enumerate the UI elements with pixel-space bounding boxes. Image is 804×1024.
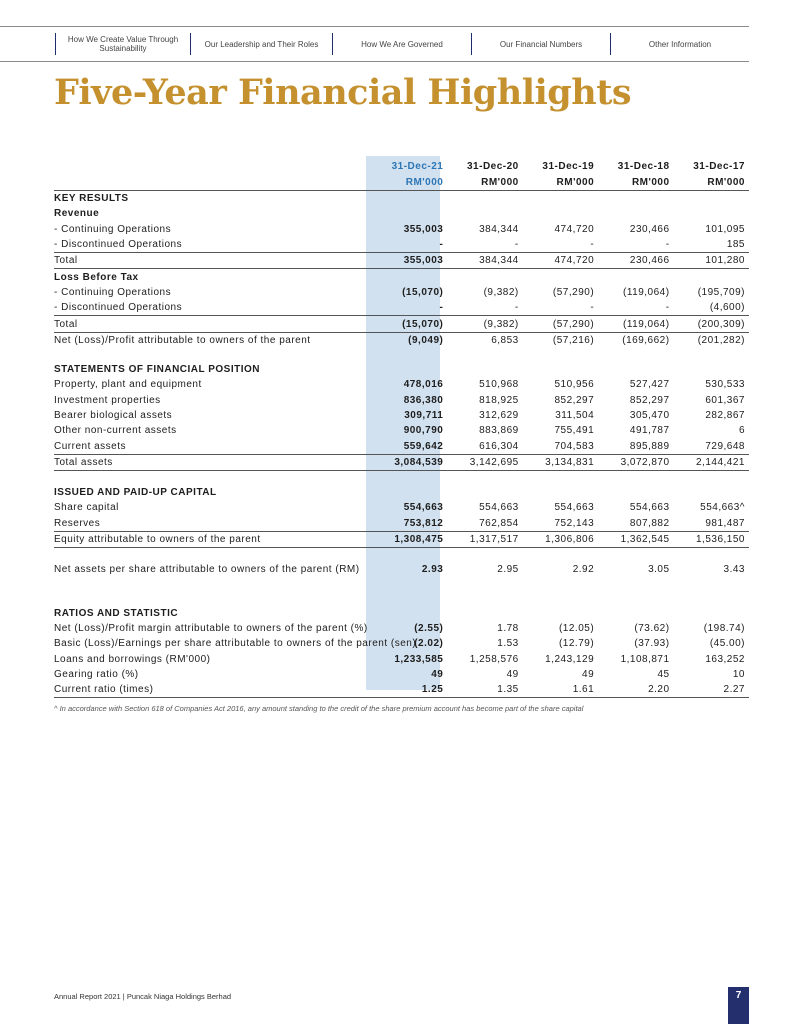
table-row xyxy=(54,253,749,269)
cell-value xyxy=(598,191,673,207)
cell-value: - xyxy=(590,302,595,314)
cell-value: 384,344 xyxy=(479,223,519,235)
cell-value: 554,663 xyxy=(479,502,519,514)
section-header-row xyxy=(54,485,749,500)
cell-value: - xyxy=(439,302,444,314)
cell-value: - xyxy=(514,302,519,314)
cell-value: 900,790 xyxy=(403,425,444,437)
row-label xyxy=(54,578,372,592)
cell-value xyxy=(598,206,673,221)
table-row xyxy=(54,667,749,682)
cell-value xyxy=(523,548,598,563)
cell-value xyxy=(372,191,447,207)
footer-text: Annual Report 2021 | Puncak Niaga Holdings Berhad xyxy=(54,992,232,1001)
table-row xyxy=(54,531,749,547)
cell-value xyxy=(598,548,673,563)
spacer-row xyxy=(54,578,749,592)
cell-value xyxy=(598,348,673,362)
row-label: Revenue xyxy=(54,208,100,220)
cell-value: 1.25 xyxy=(372,682,447,698)
cell-value xyxy=(674,191,749,207)
cell-value xyxy=(523,362,598,377)
header-row-dates xyxy=(54,158,749,174)
row-label xyxy=(54,348,372,362)
row-label: Current assets xyxy=(54,440,127,452)
cell-value: 1,108,871 xyxy=(620,653,670,665)
cell-value: 1,243,129 xyxy=(545,653,595,665)
cell-value xyxy=(674,592,749,606)
cell-value xyxy=(447,578,522,592)
table-row xyxy=(54,423,749,438)
table-row xyxy=(54,438,749,454)
cell-value: 312,629 xyxy=(479,410,519,421)
row-label: - Continuing Operations xyxy=(54,286,172,298)
cell-value xyxy=(674,548,749,563)
cell-value: 1,258,576 xyxy=(469,653,519,665)
cell-value xyxy=(674,606,749,621)
cell-value: (12.05) xyxy=(558,622,595,634)
cell-value: 311,504 xyxy=(555,410,595,421)
cell-value: 1,362,545 xyxy=(598,531,673,547)
table-row xyxy=(54,393,749,408)
spacer-row xyxy=(54,548,749,563)
cell-value: 807,882 xyxy=(629,517,670,529)
cell-value: 616,304 xyxy=(479,440,519,452)
column-header-date: 31-Dec-18 xyxy=(617,160,670,172)
cell-value: (9,049) xyxy=(408,334,444,346)
cell-value xyxy=(523,606,598,621)
row-label: ISSUED AND PAID-UP CAPITAL xyxy=(54,487,217,499)
cell-value: 752,143 xyxy=(554,517,595,529)
cell-value: 10 xyxy=(732,668,745,680)
row-label: Property, plant and equipment xyxy=(54,379,202,391)
cell-value xyxy=(372,606,447,621)
nav-tab-sustainability[interactable]: How We Create Value Through Sustainability xyxy=(67,35,179,53)
cell-value xyxy=(523,348,598,362)
cell-value: 510,968 xyxy=(479,379,519,391)
row-label: Current ratio (times) xyxy=(54,682,372,698)
column-header-date: 31-Dec-19 xyxy=(542,160,595,172)
table-row xyxy=(54,237,749,253)
cell-value: 45 xyxy=(657,668,670,680)
header-spacer xyxy=(54,174,372,191)
cell-value: 554,663^ xyxy=(700,502,745,514)
cell-value: 704,583 xyxy=(554,440,595,452)
cell-value: 1.53 xyxy=(497,638,519,650)
row-label xyxy=(54,592,372,606)
column-header-unit: RM'000 xyxy=(556,176,595,188)
column-header-date: 31-Dec-20 xyxy=(466,160,519,172)
cell-value: 309,711 xyxy=(404,410,444,421)
cell-value: (57,290) xyxy=(523,316,598,332)
cell-value: - xyxy=(665,302,670,314)
cell-value: 559,642 xyxy=(403,440,444,452)
section-header-row xyxy=(54,269,749,285)
row-label: KEY RESULTS xyxy=(54,191,372,207)
cell-value xyxy=(372,548,447,563)
cell-value: 2.20 xyxy=(598,682,673,698)
row-label: Total assets xyxy=(54,454,372,470)
cell-value: 729,648 xyxy=(705,440,745,452)
table-row xyxy=(54,651,749,666)
header-spacer xyxy=(54,158,372,174)
cell-value: (73.62) xyxy=(634,622,670,634)
row-label: Total xyxy=(54,316,372,332)
nav-tab-other[interactable]: Other Information xyxy=(648,39,712,49)
cell-value: 491,787 xyxy=(629,425,670,437)
section-header-row xyxy=(54,362,749,377)
nav-tab-leadership[interactable]: Our Leadership and Their Roles xyxy=(204,39,319,49)
table-row xyxy=(54,454,749,470)
cell-value: 3,134,831 xyxy=(523,454,598,470)
cell-value: (119,064) xyxy=(598,316,673,332)
cell-value: (2.55) xyxy=(414,622,444,634)
cell-value: 755,491 xyxy=(554,425,595,437)
cell-value: (200,309) xyxy=(674,316,749,332)
cell-value xyxy=(523,485,598,500)
column-header-date: 31-Dec-21 xyxy=(391,160,444,172)
cell-value: 355,003 xyxy=(372,253,447,269)
cell-value xyxy=(372,471,447,486)
cell-value: 3,072,870 xyxy=(598,454,673,470)
cell-value: 895,889 xyxy=(629,440,670,452)
cell-value: (37.93) xyxy=(634,638,670,650)
cell-value xyxy=(598,485,673,500)
row-label xyxy=(54,471,372,486)
cell-value: 474,720 xyxy=(554,223,595,235)
page-title: Five-Year Financial Highlights xyxy=(54,72,632,113)
column-header-date: 31-Dec-17 xyxy=(693,160,745,172)
cell-value xyxy=(372,592,447,606)
column-header-unit: RM'000 xyxy=(707,176,745,188)
table-row xyxy=(54,222,749,237)
cell-value: 1,233,585 xyxy=(394,653,444,665)
table-row xyxy=(54,516,749,532)
cell-value: 753,812 xyxy=(403,517,444,529)
cell-value: 530,533 xyxy=(705,379,745,391)
cell-value: 2.93 xyxy=(421,564,444,576)
row-label: STATEMENTS OF FINANCIAL POSITION xyxy=(54,364,260,376)
cell-value xyxy=(447,191,522,207)
cell-value xyxy=(447,471,522,486)
cell-value: 1,317,517 xyxy=(447,531,522,547)
row-label: Net (Loss)/Profit attributable to owners of the parent xyxy=(54,334,311,346)
cell-value: 49 xyxy=(506,668,519,680)
row-label: Other non-current assets xyxy=(54,425,177,437)
cell-value: 3.05 xyxy=(648,564,670,576)
row-label xyxy=(54,548,372,563)
cell-value: 185 xyxy=(726,239,745,251)
row-label: Net assets per share attributable to owners of the parent (RM) xyxy=(54,564,360,576)
cell-value: 355,003 xyxy=(403,223,444,235)
cell-value: (9,382) xyxy=(483,286,519,298)
row-label: Basic (Loss)/Earnings per share attributable to owners of the parent (sen) xyxy=(54,637,417,649)
cell-value: - xyxy=(665,239,670,251)
cell-value: 1.78 xyxy=(497,622,519,634)
row-label: - Continuing Operations xyxy=(54,223,172,235)
table-row xyxy=(54,377,749,392)
footnote: ^ In accordance with Section 618 of Companies Act 2016, any amount standing to the credit of the share premium account has become part of the share capital xyxy=(54,704,584,713)
financial-highlights-table xyxy=(54,158,749,698)
table-row xyxy=(54,332,749,348)
cell-value xyxy=(598,362,673,377)
cell-value: (15,070) xyxy=(372,316,447,332)
cell-value: 1.35 xyxy=(447,682,522,698)
row-label: Share capital xyxy=(54,502,119,514)
row-label: - Discontinued Operations xyxy=(54,239,183,251)
cell-value: 554,663 xyxy=(629,502,670,514)
page-number: 7 xyxy=(728,987,749,1024)
row-label: Loans and borrowings (RM'000) xyxy=(54,653,211,665)
spacer-row xyxy=(54,592,749,606)
cell-value xyxy=(447,548,522,563)
cell-value xyxy=(598,471,673,486)
section-header-row xyxy=(54,206,749,221)
cell-value: 852,297 xyxy=(629,394,670,406)
cell-value: 818,925 xyxy=(479,394,519,406)
cell-value: 1,306,806 xyxy=(523,531,598,547)
row-label: Gearing ratio (%) xyxy=(54,668,139,680)
cell-value: 230,466 xyxy=(629,223,670,235)
cell-value xyxy=(523,592,598,606)
cell-value xyxy=(674,348,749,362)
header-row-units xyxy=(54,174,749,191)
nav-tab-governed[interactable]: How We Are Governed xyxy=(361,39,443,49)
cell-value: 852,297 xyxy=(554,394,595,406)
cell-value: (169,662) xyxy=(622,334,670,346)
table-row xyxy=(54,621,749,636)
spacer-row xyxy=(54,471,749,486)
table-row xyxy=(54,562,749,577)
section-nav xyxy=(0,26,749,62)
cell-value xyxy=(598,269,673,285)
cell-value xyxy=(372,362,447,377)
cell-value: 49 xyxy=(582,668,595,680)
table-row xyxy=(54,636,749,651)
cell-value: 762,854 xyxy=(479,517,519,529)
cell-value: 230,466 xyxy=(598,253,673,269)
cell-value: 474,720 xyxy=(523,253,598,269)
cell-value: 282,867 xyxy=(705,410,745,421)
cell-value: 2.95 xyxy=(497,564,519,576)
cell-value: (195,709) xyxy=(697,286,745,298)
cell-value xyxy=(372,348,447,362)
cell-value xyxy=(523,269,598,285)
spacer-row xyxy=(54,348,749,362)
cell-value: 3,142,695 xyxy=(447,454,522,470)
cell-value: 6 xyxy=(738,425,745,437)
cell-value xyxy=(372,206,447,221)
cell-value xyxy=(447,269,522,285)
row-label: Bearer biological assets xyxy=(54,410,173,421)
cell-value xyxy=(674,362,749,377)
row-label: Reserves xyxy=(54,517,101,529)
cell-value xyxy=(523,191,598,207)
cell-value: (57,290) xyxy=(552,286,595,298)
cell-value: 554,663 xyxy=(554,502,595,514)
cell-value xyxy=(447,348,522,362)
column-header-unit: RM'000 xyxy=(405,176,444,188)
cell-value xyxy=(674,578,749,592)
cell-value: (57,216) xyxy=(552,334,595,346)
cell-value xyxy=(674,485,749,500)
cell-value xyxy=(523,206,598,221)
cell-value: 601,367 xyxy=(705,394,745,406)
cell-value: (45.00) xyxy=(709,638,745,650)
cell-value xyxy=(674,269,749,285)
table-row xyxy=(54,316,749,332)
row-label: Net (Loss)/Profit margin attributable to owners of the parent (%) xyxy=(54,622,368,634)
cell-value: (4,600) xyxy=(709,302,745,314)
cell-value xyxy=(598,592,673,606)
row-label: Total xyxy=(54,253,372,269)
cell-value: 384,344 xyxy=(447,253,522,269)
nav-tab-financial[interactable]: Our Financial Numbers xyxy=(499,39,583,49)
cell-value: 101,280 xyxy=(674,253,749,269)
row-label: Investment properties xyxy=(54,394,161,406)
cell-value: (15,070) xyxy=(402,286,444,298)
column-header-unit: RM'000 xyxy=(631,176,670,188)
cell-value: 1,536,150 xyxy=(674,531,749,547)
cell-value: 2.27 xyxy=(674,682,749,698)
table-row xyxy=(54,285,749,300)
cell-value: 478,016 xyxy=(403,379,444,391)
cell-value: - xyxy=(590,239,595,251)
cell-value: 1,308,475 xyxy=(372,531,447,547)
cell-value: 6,853 xyxy=(491,334,519,346)
row-label: Equity attributable to owners of the parent xyxy=(54,531,372,547)
cell-value xyxy=(447,362,522,377)
cell-value: 2,144,421 xyxy=(674,454,749,470)
cell-value xyxy=(447,592,522,606)
cell-value: 554,663 xyxy=(403,502,444,514)
cell-value: 527,427 xyxy=(629,379,670,391)
cell-value xyxy=(372,269,447,285)
cell-value: 883,869 xyxy=(479,425,519,437)
cell-value xyxy=(598,606,673,621)
table-row xyxy=(54,682,749,698)
cell-value: (2.02) xyxy=(414,638,444,650)
cell-value xyxy=(523,471,598,486)
cell-value xyxy=(674,206,749,221)
cell-value: 49 xyxy=(431,668,444,680)
cell-value: 836,380 xyxy=(403,394,444,406)
cell-value: (198.74) xyxy=(703,622,745,634)
column-header-unit: RM'000 xyxy=(481,176,519,188)
cell-value: 2.92 xyxy=(572,564,595,576)
cell-value xyxy=(447,606,522,621)
cell-value: 510,956 xyxy=(554,379,595,391)
cell-value: 1.61 xyxy=(523,682,598,698)
section-header-row xyxy=(54,606,749,621)
cell-value: 305,470 xyxy=(629,410,670,421)
cell-value: (119,064) xyxy=(622,286,670,298)
row-label: RATIOS AND STATISTIC xyxy=(54,607,179,619)
cell-value: 3,084,539 xyxy=(372,454,447,470)
table-row xyxy=(54,300,749,316)
cell-value xyxy=(523,578,598,592)
cell-value xyxy=(674,471,749,486)
cell-value xyxy=(447,485,522,500)
table-row xyxy=(54,408,749,423)
cell-value: 101,095 xyxy=(705,223,745,235)
table-row xyxy=(54,500,749,515)
cell-value: (12.79) xyxy=(558,638,595,650)
cell-value: (201,282) xyxy=(697,334,745,346)
cell-value xyxy=(372,485,447,500)
cell-value xyxy=(447,206,522,221)
cell-value: 3.43 xyxy=(723,564,745,576)
cell-value xyxy=(372,578,447,592)
row-label: - Discontinued Operations xyxy=(54,302,183,314)
section-header-row xyxy=(54,191,749,207)
cell-value: (9,382) xyxy=(447,316,522,332)
cell-value xyxy=(598,578,673,592)
cell-value: 163,252 xyxy=(705,653,745,665)
row-label: Loss Before Tax xyxy=(54,271,139,283)
cell-value: 981,487 xyxy=(705,517,745,529)
cell-value: - xyxy=(439,239,444,251)
cell-value: - xyxy=(514,239,519,251)
